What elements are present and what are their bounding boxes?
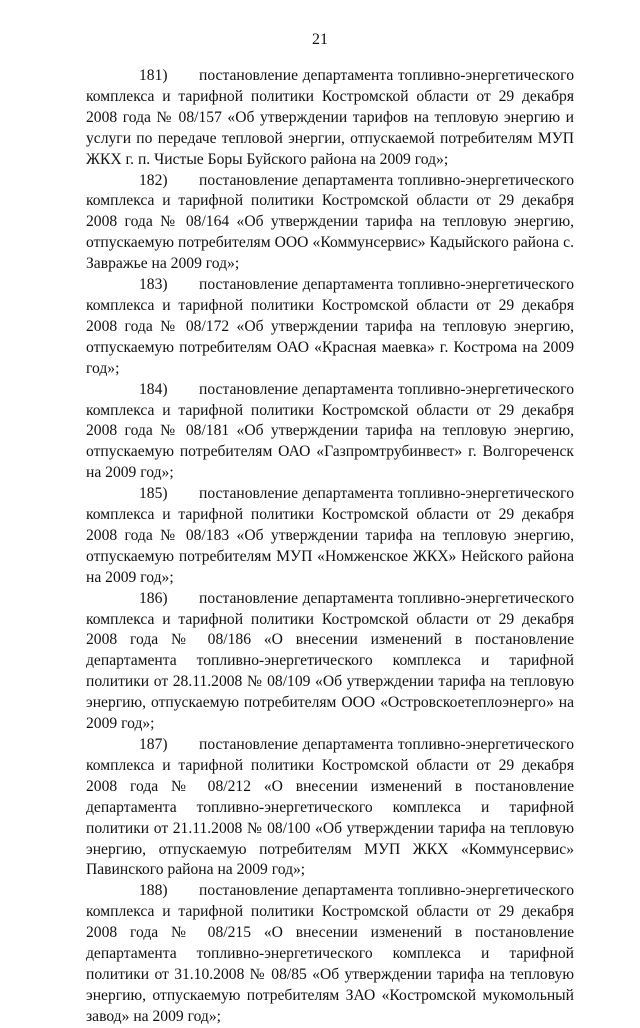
list-item bbox=[86, 380, 574, 485]
item-text: постановление департамента топливно-энергетического комплекса и тарифной политики Костромской области от 29 декабря 2008 года № 08/164 «Об утверждении тарифа на тепловую энергию, отпускаемую потребителям ООО «Коммунсервис» Кадыйского района с. Завражье на 2009 год»; bbox=[86, 171, 574, 273]
item-number: 183) bbox=[139, 276, 168, 294]
item-number: 182) bbox=[139, 171, 168, 189]
list-item bbox=[86, 171, 574, 276]
item-text: постановление департамента топливно-энергетического комплекса и тарифной политики Костромской области от 29 декабря 2008 года № 08/215 «О внесении изменений в постановление департамента топливно-энергетического комплекса и тарифной политики от 31.10.2008 № 08/85 «Об утверждении тарифа на тепловую энергию, отпускаемую потребителям ЗАО «Костромской мукомольный завод» на 2009 год»; bbox=[86, 882, 574, 1025]
list-item bbox=[86, 275, 574, 380]
item-number: 184) bbox=[139, 380, 168, 398]
item-number: 181) bbox=[139, 67, 168, 84]
item-number: 185) bbox=[139, 485, 168, 503]
item-number: 187) bbox=[139, 736, 168, 753]
list-item bbox=[86, 735, 574, 881]
item-number: 188) bbox=[139, 882, 168, 900]
page-number: 21 bbox=[312, 31, 328, 48]
document-body bbox=[86, 66, 574, 1028]
item-text: постановление департамента топливно-энергетического комплекса и тарифной политики Костромской области от 29 декабря 2008 года № 08/181 «Об утверждении тарифа на тепловую энергию, отпускаемую потребителям ОАО «Газпромтрубинвест» г. Волгореченск на 2009 год»; bbox=[86, 380, 574, 482]
list-item bbox=[86, 881, 574, 1027]
list-item bbox=[86, 484, 574, 589]
item-text: постановление департамента топливно-энергетического комплекса и тарифной политики Костромской области от 29 декабря 2008 года № 08/212 «О внесении изменений в постановление департамента топливно-энергетического комплекса и тарифной политики от 21.11.2008 № 08/100 «Об утверждении тарифа на тепловую энергию, отпускаемую потребителям МУП ЖКХ «Коммунсервис» Павинского района на 2009 год»; bbox=[86, 736, 574, 879]
list-item bbox=[86, 589, 574, 735]
item-text: постановление департамента топливно-энергетического комплекса и тарифной политики Костромской области от 29 декабря 2008 года № 08/186 «О внесении изменений в постановление департамента топливно-энергетического комплекса и тарифной политики от 28.11.2008 № 08/109 «Об утверждении тарифа на тепловую энергию, отпускаемую потребителям ООО «Островскоетеплоэнерго» на 2009 год»; bbox=[86, 589, 574, 733]
list-item bbox=[86, 66, 574, 171]
item-text: постановление департамента топливно-энергетического комплекса и тарифной политики Костромской области от 29 декабря 2008 года № 08/172 «Об утверждении тарифа на тепловую энергию, отпускаемую потребителям ОАО «Красная маевка» г. Кострома на 2009 год»; bbox=[86, 276, 574, 377]
item-text: постановление департамента топливно-энергетического комплекса и тарифной политики Костромской области от 29 декабря 2008 года № 08/183 «Об утверждении тарифа на тепловую энергию, отпускаемую потребителям МУП «Номженское ЖКХ» Нейского района на 2009 год»; bbox=[86, 485, 574, 586]
item-number: 186) bbox=[139, 589, 168, 607]
item-text: постановление департамента топливно-энергетического комплекса и тарифной политики Костромской области от 29 декабря 2008 года № 08/157 «Об утверждении тарифов на тепловую энергию и услуги по передаче тепловой энергии, отпускаемой потребителям МУП ЖКХ г. п. Чистые Боры Буйского района на 2009 год»; bbox=[86, 67, 574, 168]
